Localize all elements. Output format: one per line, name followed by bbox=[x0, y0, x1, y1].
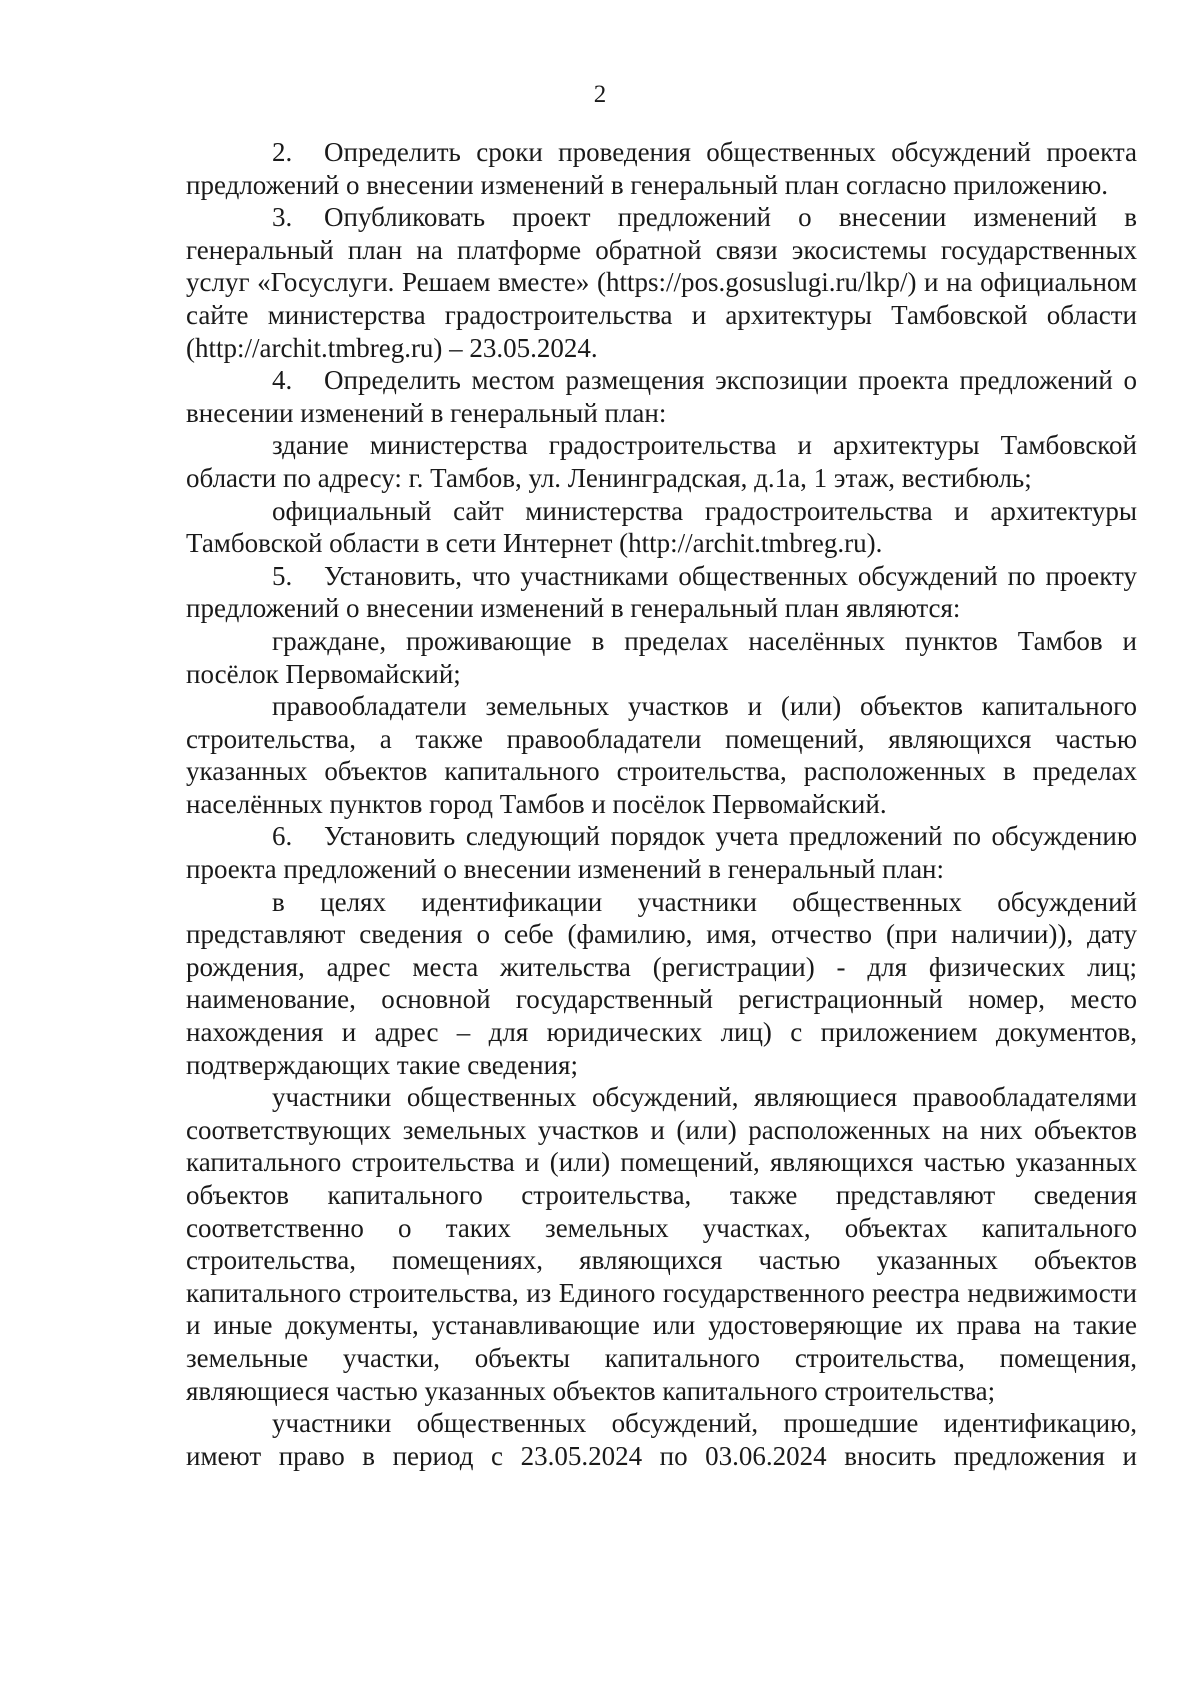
paragraph-exposition-building: здание министерства градостроительства и архитектуры Тамбовской области по адресу: г. Тамбов, ул. Ленинградская, д.1а, 1 этаж, вестибюль; bbox=[186, 430, 1137, 493]
paragraph-participants-rightholders: правообладатели земельных участков и (или) объектов капитального строительства, а также правообладатели помещений, являющихся частью указанных объектов капитального строительства, расположенных в пределах населённых пунктов город Тамбов и посёлок Первомайский. bbox=[186, 691, 1137, 819]
paragraph-item-3 bbox=[186, 201, 1137, 364]
paragraph-item-2 bbox=[186, 136, 1137, 201]
paragraph-item-6 bbox=[186, 820, 1137, 885]
paragraph-text: Определить сроки проведения общественных обсуждений проекта предложений о внесении изменений в генеральный план согласно приложению. bbox=[186, 137, 1137, 200]
paragraph-participants-citizens: граждане, проживающие в пределах населённых пунктов Тамбов и посёлок Первомайский; bbox=[186, 625, 1137, 689]
paragraph-text: Опубликовать проект предложений о внесении изменений в генеральный план на платформе обратной связи экосистемы государственных услуг «Госуслуги. Решаем вместе» (https://pos.gosuslugi.ru/lkp/) и на официальном сайте министерства градостроительства и архитектуры Тамбовской области (http://archit.tmbreg.ru) – 23.05.2024. bbox=[186, 202, 1137, 363]
paragraph-number: 2. bbox=[272, 137, 293, 167]
paragraph-rightholders-documents: участники общественных обсуждений, являющиеся правообладателями соответствующих земельных участков и (или) расположенных на них объектов капитального строительства и (или) помещений, являющихся частью указанных объектов капитального строительства, также представляют сведения соответственно о таких земельных участках, объектах капитального строительства, помещениях, являющихся частью указанных объектов капитального строительства, из Единого государственного реестра недвижимости и иные документы, устанавливающие или удостоверяющие их права на такие земельные участки, объекты капитального строительства, помещения, являющиеся частью указанных объектов капитального строительства; bbox=[186, 1082, 1137, 1406]
paragraph-item-5 bbox=[186, 560, 1137, 625]
paragraph-exposition-website: официальный сайт министерства градостроительства и архитектуры Тамбовской области в сети Интернет (http://archit.tmbreg.ru). bbox=[186, 495, 1137, 559]
paragraph-number: 3. bbox=[272, 202, 293, 233]
paragraph-number: 4. bbox=[272, 365, 293, 396]
paragraph-identification: в целях идентификации участники общественных обсуждений представляют сведения о себе (фамилию, имя, отчество (при наличии)), дату рождения, адрес места жительства (регистрации) - для физических лиц; наименование, основной государственный регистрационный номер, место нахождения и адрес – для юридических лиц) с приложением документов, подтверждающих такие сведения; bbox=[186, 886, 1137, 1080]
page-number: 2 bbox=[593, 81, 607, 108]
paragraph-text: Установить, что участниками общественных обсуждений по проекту предложений о внесении изменений в генеральный план являются: bbox=[186, 560, 1137, 624]
paragraph-item-4 bbox=[186, 364, 1137, 429]
paragraph-text: Определить местом размещения экспозиции проекта предложений о внесении изменений в генеральный план: bbox=[186, 365, 1137, 428]
paragraph-number: 5. bbox=[272, 560, 293, 591]
paragraph-text: Установить следующий порядок учета предложений по обсуждению проекта предложений о внесении изменений в генеральный план: bbox=[186, 821, 1137, 885]
paragraph-proposal-period: участники общественных обсуждений, прошедшие идентификацию, имеют право в период с 23.05.2024 по 03.06.2024 вносить предложения и bbox=[186, 1408, 1137, 1471]
document-body bbox=[186, 136, 1137, 1472]
paragraph-number: 6. bbox=[272, 821, 293, 852]
